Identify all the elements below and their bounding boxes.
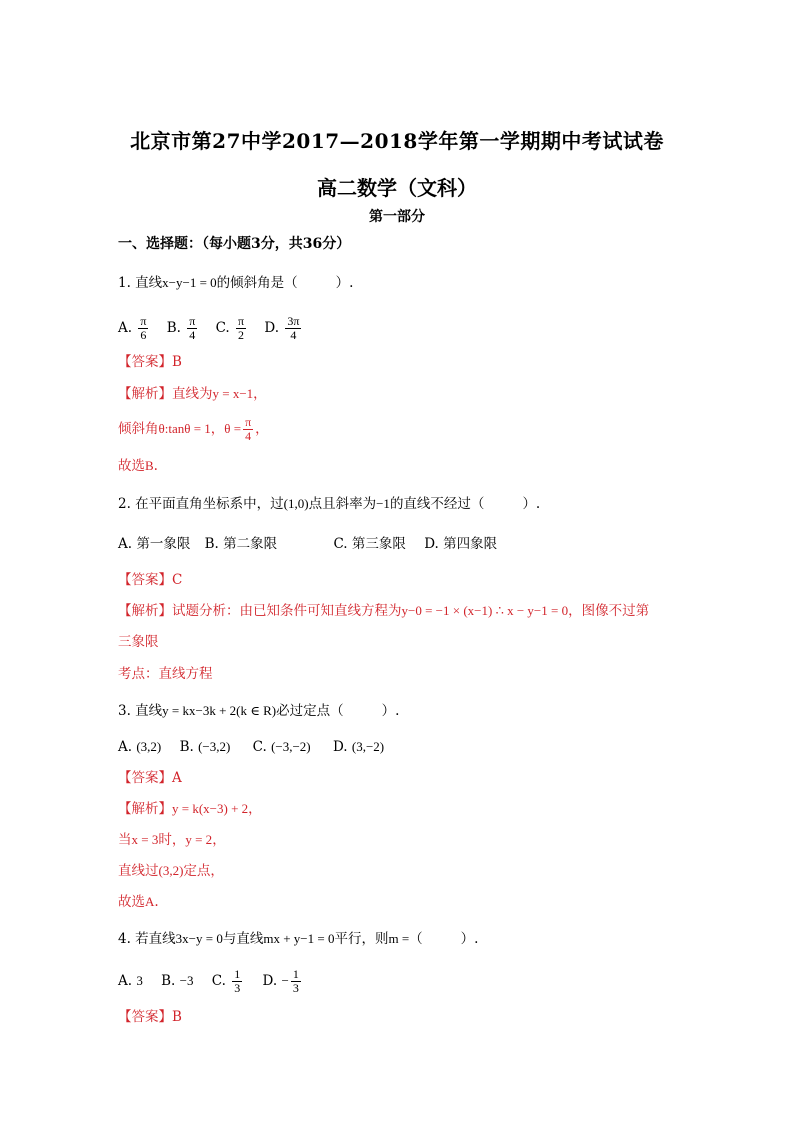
q2-stem xyxy=(118,494,540,514)
analysis-end: ， xyxy=(253,386,267,402)
q4-stem xyxy=(118,929,478,949)
numerator: 1 xyxy=(292,967,299,981)
q1-stem-prefix: 1. 直线 xyxy=(118,275,163,291)
q4-stem-end: ）. xyxy=(460,931,479,947)
conclusion-text: 故选 xyxy=(118,458,145,474)
q4-stem-math: 3x−y = 0 xyxy=(175,931,223,946)
q2-answer: 【答案】C xyxy=(118,572,183,588)
fraction xyxy=(187,315,197,342)
fraction xyxy=(291,968,301,995)
q2-stem-math: (1,0) xyxy=(283,496,309,511)
numerator: π xyxy=(140,314,147,328)
analysis-end: ，图像不过第 xyxy=(568,603,650,619)
fraction xyxy=(232,968,242,995)
line3-text: 直线过 xyxy=(118,863,159,879)
line2-math: θ:tanθ = 1 xyxy=(158,421,211,436)
q1-analysis-line2 xyxy=(118,412,269,446)
analysis-math: y = k(x−3) + 2 xyxy=(172,801,249,816)
q4-stem-paren: （ xyxy=(409,931,423,947)
line2-mid: 时， xyxy=(158,832,186,848)
denominator: 4 xyxy=(245,429,252,443)
line2-math2: θ = xyxy=(224,421,242,436)
q2-option-b xyxy=(205,534,278,554)
q2-option-c xyxy=(333,534,405,554)
q4-stem-suffix: 平行，则 xyxy=(334,931,389,947)
conclusion-text: 故选 xyxy=(118,894,145,910)
q3-stem xyxy=(118,701,399,721)
analysis-math: y−0 = −1 × (x−1) ∴ x − y−1 = 0 xyxy=(401,603,569,618)
q3-stem-suffix: 必过定点（ xyxy=(276,703,344,719)
q3-option-b xyxy=(180,737,231,757)
q4-options xyxy=(118,963,315,999)
q4-stem-prefix: 4. 若直线 xyxy=(118,931,176,947)
q3-option-c xyxy=(253,737,311,757)
q2-stem-prefix: 2. 在平面直角坐标系中，过 xyxy=(118,496,284,512)
option-label: B. xyxy=(204,536,219,552)
option-label: C. xyxy=(215,320,230,336)
option-label: B. xyxy=(166,320,181,336)
fraction xyxy=(138,315,148,342)
exam-title: 北京市第27中学2017—2018学年第一学期期中考试试卷 xyxy=(130,129,664,153)
option-label: C. xyxy=(211,973,226,989)
line2-math: x = 3 xyxy=(131,832,159,847)
denominator: 3 xyxy=(234,981,241,995)
q3-analysis-line3 xyxy=(118,861,224,881)
q4-stem-math2: mx + y−1 = 0 xyxy=(263,931,335,946)
denominator: 4 xyxy=(290,328,297,342)
option-label: D. xyxy=(332,739,348,755)
q2-stem-math2: −1 xyxy=(376,496,390,511)
conclusion-end: . xyxy=(153,458,158,474)
q1-option-c xyxy=(216,311,249,345)
q1-stem-suffix: 的倾斜角是（ xyxy=(216,275,298,291)
option-text: −3 xyxy=(179,973,194,988)
conclusion-math: B xyxy=(145,458,154,473)
analysis-label: 【解析】 xyxy=(118,603,172,619)
q1-analysis xyxy=(118,384,267,404)
q3-stem-math: y = kx−3k + 2(k ∈ R) xyxy=(162,703,277,718)
q1-option-a xyxy=(118,311,150,345)
analysis-label: 【解析】 xyxy=(118,801,172,817)
q4-answer: 【答案】B xyxy=(118,1009,182,1025)
fraction xyxy=(236,315,246,342)
q1-stem xyxy=(118,273,353,293)
q4-stem-math3: m = xyxy=(388,931,410,946)
line3-end: 定点， xyxy=(183,863,224,879)
conclusion-end: . xyxy=(154,894,159,910)
denominator: 3 xyxy=(292,981,299,995)
q2-stem-mid: 点且斜率为 xyxy=(308,496,377,512)
fraction xyxy=(285,315,301,342)
q2-analysis-line2: 三象限 xyxy=(118,634,159,650)
exam-subtitle: 高二数学（文科） xyxy=(317,176,477,200)
q2-stem-end: ）. xyxy=(522,496,541,512)
option-label: C. xyxy=(333,536,348,552)
option-text: (3,2) xyxy=(136,739,162,754)
q1-answer: 【答案】B xyxy=(118,354,182,370)
option-sign: − xyxy=(281,973,289,988)
option-text: (−3,2) xyxy=(198,739,231,754)
numerator: π xyxy=(245,415,252,429)
q3-analysis xyxy=(118,799,262,819)
q1-options xyxy=(118,311,315,345)
line3-math: (3,2) xyxy=(158,863,184,878)
q1-stem-math: x−y−1 = 0 xyxy=(162,275,217,290)
q2-option-d xyxy=(424,534,497,554)
q4-option-c xyxy=(212,963,244,999)
line2-sep: ， xyxy=(210,421,225,437)
option-text: (−3,−2) xyxy=(271,739,311,754)
option-label: D. xyxy=(264,320,280,336)
option-label: B. xyxy=(179,739,194,755)
denominator: 4 xyxy=(189,328,196,342)
option-text: 第四象限 xyxy=(443,536,498,552)
q1-option-b xyxy=(167,311,200,345)
numerator: π xyxy=(238,314,245,328)
q2-kaodian: 考点：直线方程 xyxy=(118,666,213,682)
option-label: A. xyxy=(118,320,133,336)
q1-conclusion xyxy=(118,456,158,476)
q2-option-a xyxy=(118,534,190,554)
analysis-label: 【解析】 xyxy=(118,386,172,402)
option-label: D. xyxy=(262,973,278,989)
option-label: C. xyxy=(252,739,267,755)
fraction xyxy=(243,416,253,443)
option-text: 第二象限 xyxy=(223,536,278,552)
option-text: 第一象限 xyxy=(136,536,191,552)
line2-text: 当 xyxy=(118,832,132,848)
option-label: A. xyxy=(118,973,133,989)
q3-option-d xyxy=(333,737,384,757)
option-text: 第三象限 xyxy=(351,536,406,552)
line2-math2: y = 2 xyxy=(185,832,213,847)
q3-stem-end: ）. xyxy=(381,703,400,719)
q4-option-b xyxy=(161,963,193,999)
analysis-end: ， xyxy=(248,801,262,817)
q2-options xyxy=(118,534,509,554)
q2-analysis xyxy=(118,601,649,621)
option-label: B. xyxy=(161,973,176,989)
q3-analysis-line2 xyxy=(118,830,226,850)
analysis-text: 直线为 xyxy=(172,386,213,402)
q3-options xyxy=(118,737,396,757)
denominator: 6 xyxy=(140,328,147,342)
q4-stem-mid: 与直线 xyxy=(222,931,264,947)
q4-option-d xyxy=(263,963,303,999)
option-text: 3 xyxy=(136,973,143,988)
q3-answer: 【答案】A xyxy=(118,770,182,786)
q3-option-a xyxy=(118,737,161,757)
option-label: A. xyxy=(118,739,133,755)
line2-end: ， xyxy=(255,421,269,437)
q3-conclusion xyxy=(118,892,159,912)
analysis-text: 试题分析：由已知条件可知直线方程为 xyxy=(172,603,402,619)
conclusion-math: A xyxy=(145,894,155,909)
analysis-math: y = x−1 xyxy=(212,386,254,401)
q2-stem-suffix: 的直线不经过（ xyxy=(389,496,485,512)
q4-option-a xyxy=(118,963,143,999)
q3-stem-prefix: 3. 直线 xyxy=(118,703,163,719)
numerator: 3π xyxy=(287,314,300,328)
line2-end: ， xyxy=(212,832,226,848)
part-heading: 一、选择题：（每小题3分，共36分） xyxy=(118,236,351,252)
option-text: (3,−2) xyxy=(351,739,385,754)
q1-stem-end: ）. xyxy=(335,275,354,291)
option-label: D. xyxy=(424,536,439,552)
numerator: π xyxy=(189,314,196,328)
section-heading: 第一部分 xyxy=(369,209,425,225)
option-label: A. xyxy=(118,536,133,552)
numerator: 1 xyxy=(234,967,241,981)
line2-text: 倾斜角 xyxy=(118,421,159,437)
denominator: 2 xyxy=(238,328,245,342)
q1-option-d xyxy=(264,311,303,345)
